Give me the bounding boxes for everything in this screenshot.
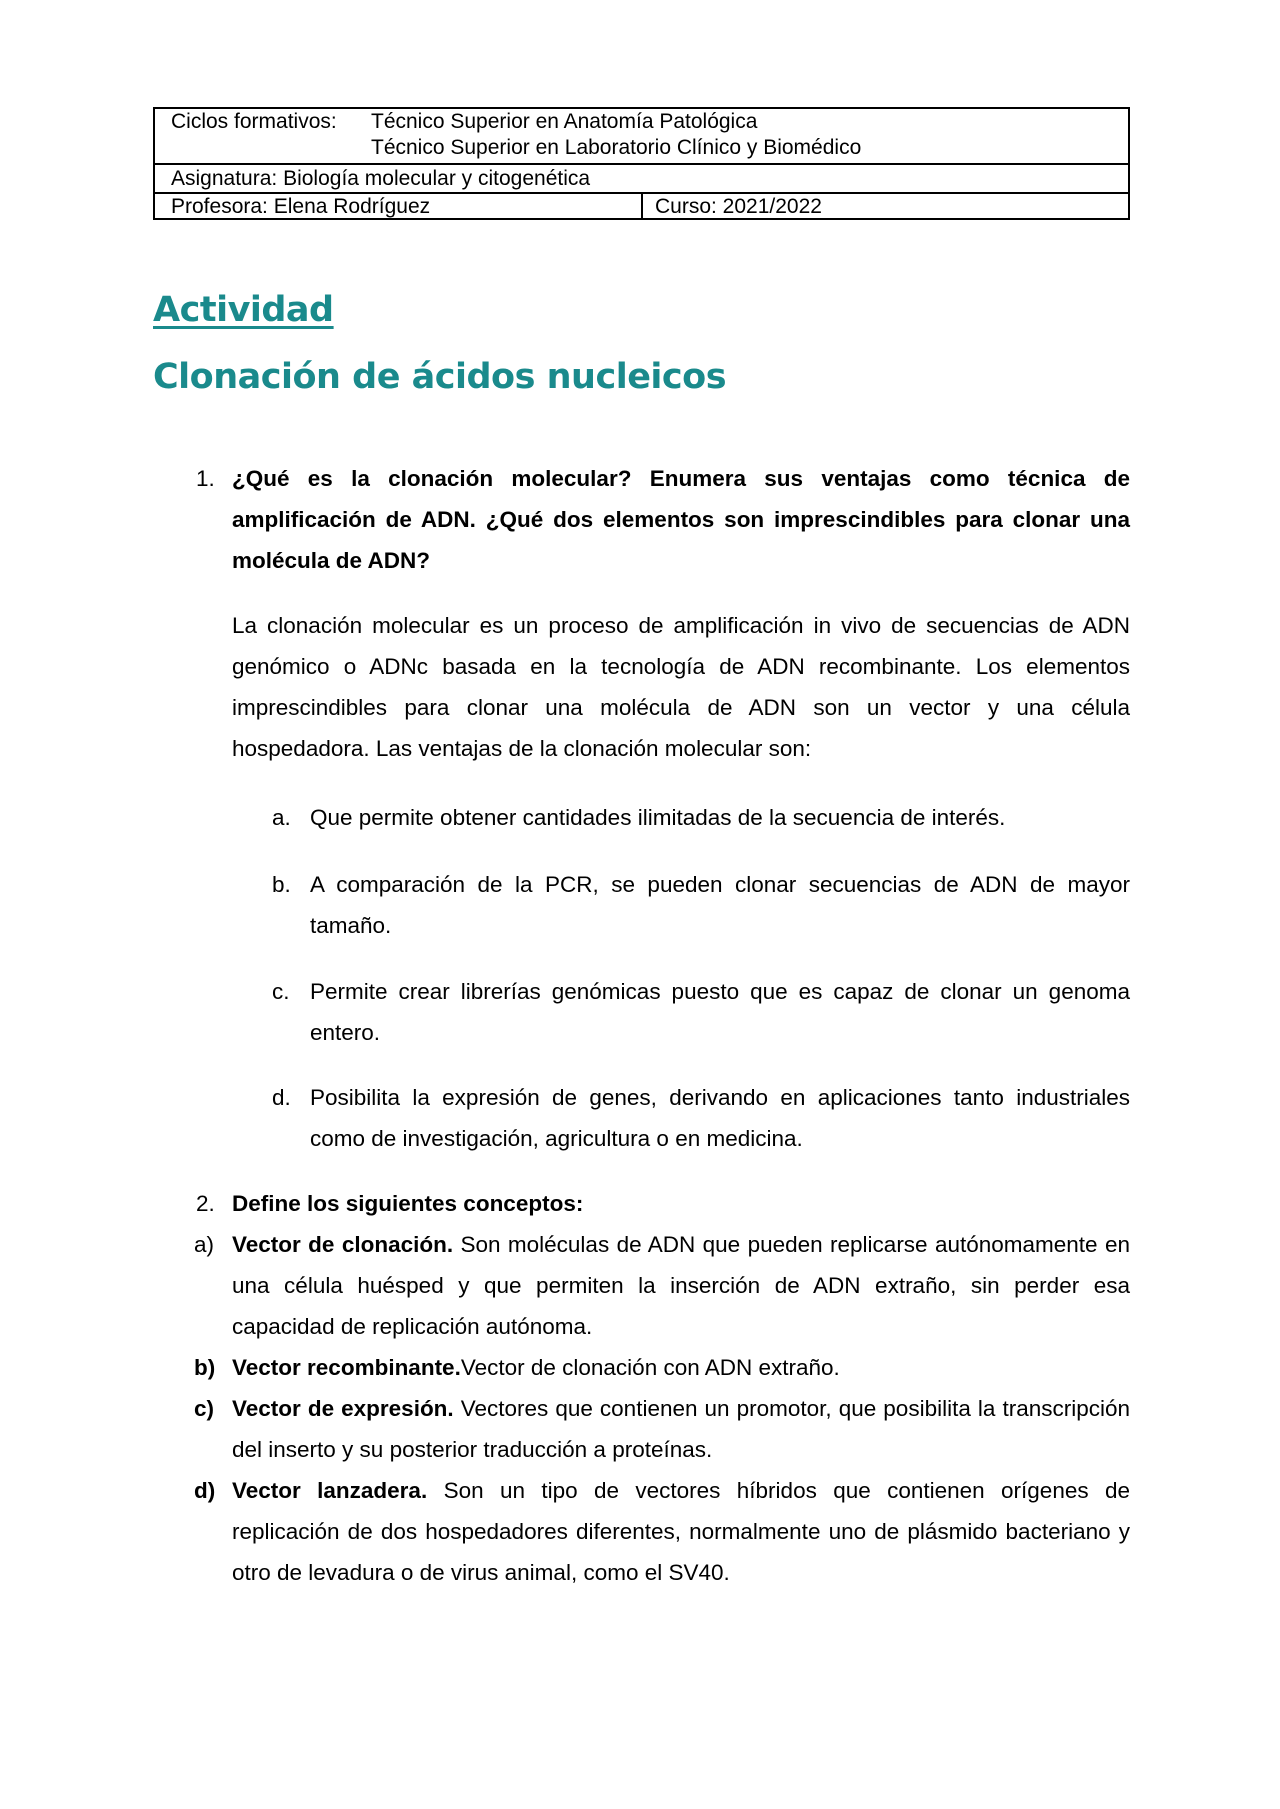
definition-d-text: Son un tipo de vectores híbridos que contienen orígenes de replicación de dos hospedadores diferentes, normalmente uno de plásmido bacteriano y otro de levadura o de virus animal, como el SV40.	[232, 1478, 1130, 1585]
item-a-text: Que permite obtener cantidades ilimitadas de la secuencia de interés.	[310, 805, 1006, 830]
item-a-label: a.	[272, 805, 291, 830]
ciclo-1: Técnico Superior en Anatomía Patológica	[371, 110, 758, 133]
item-c-label: c.	[272, 979, 290, 1004]
item-b-text: A comparación de la PCR, se pueden clonar secuencias de ADN de mayor tamaño.	[310, 872, 1130, 938]
profesora: Profesora: Elena Rodríguez	[155, 194, 643, 218]
question-2-text: Define los siguientes conceptos:	[232, 1191, 584, 1216]
question-2-number: 2.	[196, 1191, 215, 1216]
definition-a-term: Vector de clonación.	[232, 1232, 454, 1257]
answer-1-text: La clonación molecular es un proceso de amplificación in vivo de secuencias de ADN genómico o ADNc basada en la tecnología de ADN recombinante. Los elementos imprescindibles para clonar una molécula de ADN son un vector y una célula hospedadora. Las ventajas de la clonación molecular son:	[232, 613, 1130, 761]
definition-b-label: b)	[194, 1355, 216, 1380]
item-d-label: d.	[272, 1085, 291, 1110]
header-row-profesora	[155, 194, 1128, 218]
asignatura: Asignatura: Biología molecular y citogenética	[171, 167, 591, 190]
definition-d-label: d)	[194, 1478, 216, 1503]
definition-c-term: Vector de expresión.	[232, 1396, 454, 1421]
definition-a-label: a)	[194, 1232, 215, 1257]
title-actividad: Actividad	[153, 290, 334, 330]
item-b-label: b.	[272, 872, 291, 897]
header-row-ciclos	[155, 109, 1128, 165]
ciclo-2: Técnico Superior en Laboratorio Clínico y Biomédico	[371, 136, 862, 159]
question-1-text: ¿Qué es la clonación molecular? Enumera sus ventajas como técnica de amplificación de ADN. ¿Qué dos elementos son imprescindibles para clonar una molécula de ADN?	[232, 466, 1130, 573]
question-1-number: 1.	[196, 466, 215, 491]
definition-a-text: Son moléculas de ADN que pueden replicarse autónomamente en una célula huésped y que permiten la inserción de ADN extraño, sin perder esa capacidad de replicación autónoma.	[232, 1232, 1130, 1339]
header-table	[153, 107, 1130, 220]
ciclos-label: Ciclos formativos:	[171, 110, 337, 133]
curso: Curso: 2021/2022	[655, 195, 822, 218]
item-c-text: Permite crear librerías genómicas puesto que es capaz de clonar un genoma entero.	[310, 979, 1130, 1045]
definition-b-term: Vector recombinante.	[232, 1355, 461, 1380]
title-clonacion: Clonación de ácidos nucleicos	[153, 357, 727, 397]
definition-c-text: Vectores que contienen un promotor, que posibilita la transcripción del inserto y su posterior traducción a proteínas.	[232, 1396, 1131, 1462]
definition-b	[232, 1347, 1130, 1388]
definition-d-term: Vector lanzadera.	[232, 1478, 428, 1503]
item-d-text: Posibilita la expresión de genes, derivando en aplicaciones tanto industriales como de investigación, agricultura o en medicina.	[310, 1085, 1130, 1151]
definition-b-text: Vector de clonación con ADN extraño.	[460, 1355, 840, 1380]
definition-c-label: c)	[194, 1396, 215, 1421]
header-row-asignatura	[155, 165, 1128, 194]
definition-c	[232, 1388, 1130, 1470]
definition-d	[232, 1470, 1130, 1593]
definition-a	[232, 1224, 1130, 1347]
